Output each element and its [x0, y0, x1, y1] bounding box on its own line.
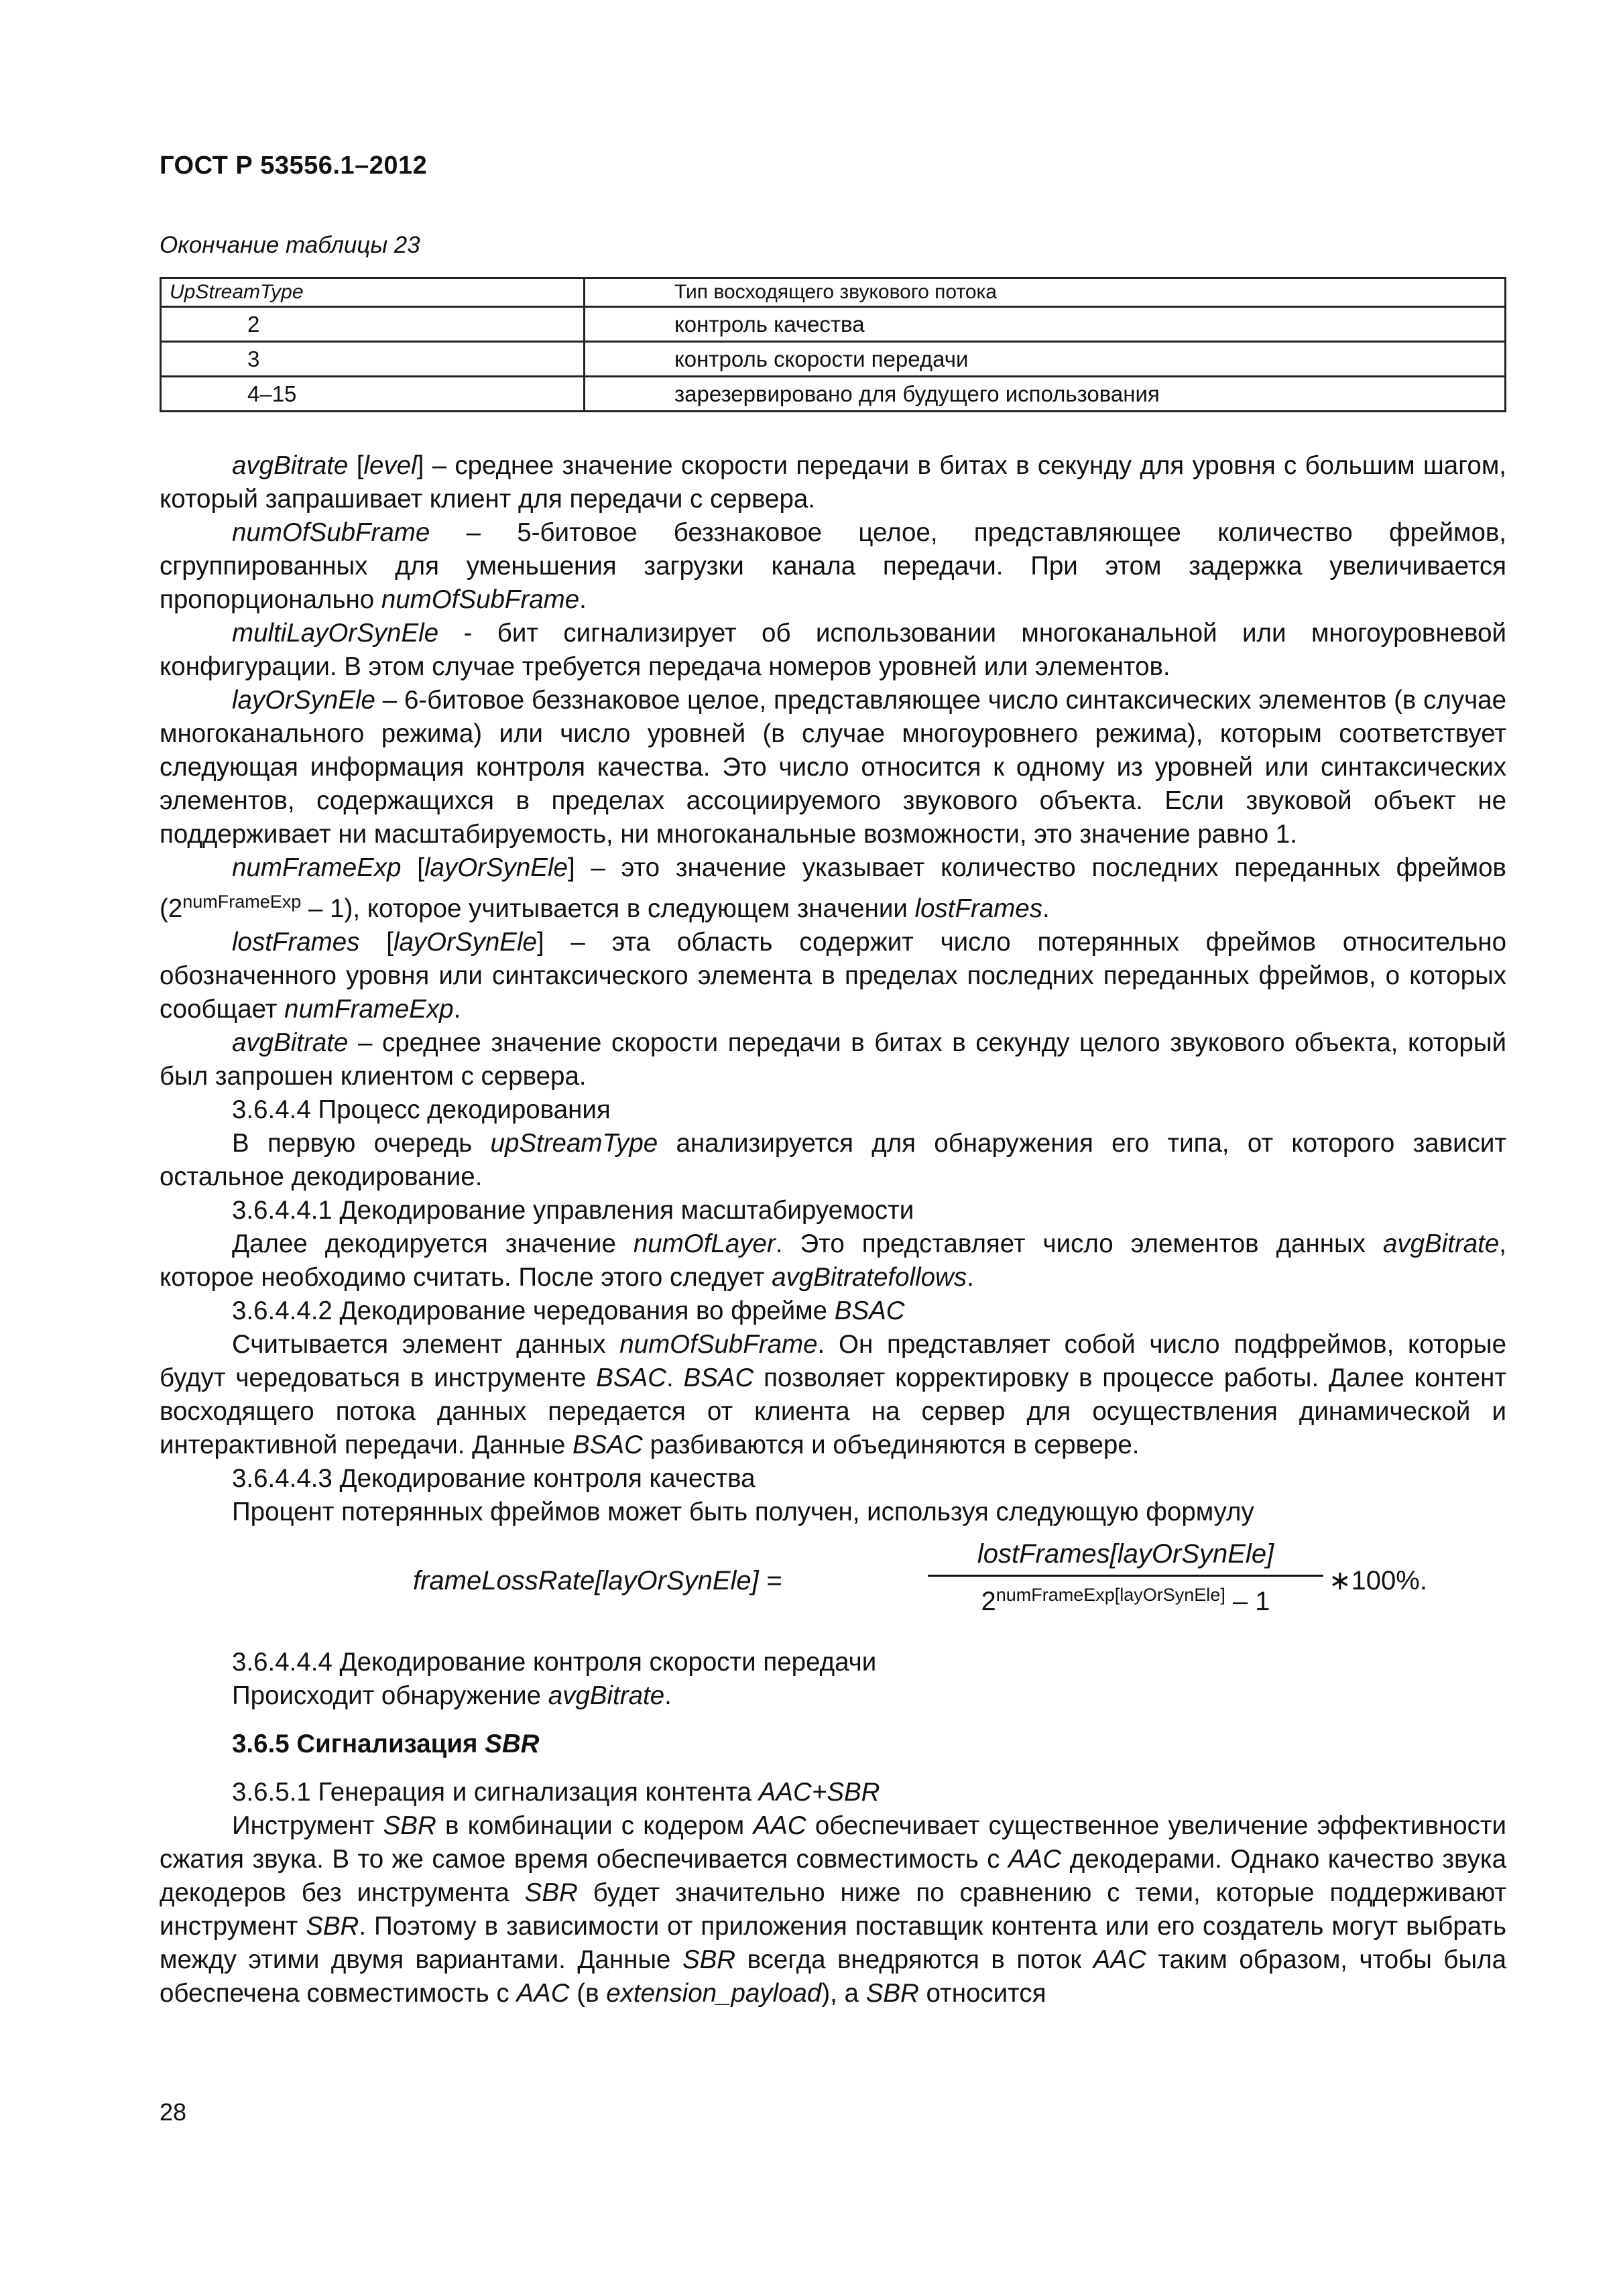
- paragraph-numofsubframe: numOfSubFrame – 5-битовое беззнаковое целое, представляющее количество фреймов, сгруппированных для уменьшения загрузки канала передачи. При этом задержка увеличивается пропорционально numOfSubFrame.: [160, 518, 1506, 614]
- table-cell: 4–15: [161, 377, 585, 412]
- paragraph-lostframes: lostFrames [layOrSynEle] – эта область содержит число потерянных фреймов относительно обозначенного уровня или синтаксического элемента в пределах последних переданных фреймов, о которых сообщает numFrameExp.: [160, 927, 1506, 1024]
- doc-header: ГОСТ Р 53556.1–2012: [160, 152, 428, 180]
- section-3-6-4-4-4: 3.6.4.4.4 Декодирование контроля скорости передачи: [232, 1647, 877, 1677]
- section-3-6-4-4-2: 3.6.4.4.2 Декодирование чередования во фрейме BSAC: [232, 1296, 905, 1325]
- table-caption: Окончание таблицы 23: [160, 232, 420, 258]
- paragraph-multilayorsynele: multiLayOrSynEle - бит сигнализирует об использовании многоканальной или многоуровневой конфигурации. В этом случае требуется передача номеров уровней или элементов.: [160, 619, 1506, 681]
- table-header-row: [161, 278, 1506, 307]
- section-3-6-5-1: 3.6.5.1 Генерация и сигнализация контента AAC+SBR: [232, 1777, 880, 1807]
- table-23: [160, 277, 1506, 412]
- table-row: [161, 307, 1506, 342]
- table-cell: контроль качества: [585, 307, 1506, 342]
- table-cell: 2: [161, 307, 585, 342]
- formula-rhs: ∗100%.: [1329, 1565, 1427, 1595]
- table-row: [161, 377, 1506, 412]
- frame-loss-formula: [160, 1537, 1506, 1631]
- table-cell: зарезервировано для будущего использования: [585, 377, 1506, 412]
- table-header-cell: UpStreamType: [161, 278, 585, 307]
- table-header-cell: Тип восходящего звукового потока: [585, 278, 1506, 307]
- paragraph-layorsynele: layOrSynEle – 6-битовое беззнаковое целое, представляющее число синтаксических элементов (в случае многоканального режима) или число уровней (в случае многоуровнего режима), которым соответствует следующая информация контроля качества. Это число относится к одному из уровней или синтаксических элементов, содержащихся в пределах ассоциируемого звукового объекта. Если звуковой объект не поддерживает ни масштабируемость, ни многоканальные возможности, это значение равно 1.: [160, 686, 1506, 849]
- body-text: [160, 449, 1506, 2010]
- page-number: 28: [160, 2098, 187, 2126]
- paragraph-avgbitrate-detect: Происходит обнаружение avgBitrate.: [232, 1681, 672, 1710]
- section-3-6-4-4-3: 3.6.4.4.3 Декодирование контроля качества: [232, 1463, 756, 1493]
- paragraph-sbr-tool: Инструмент SBR в комбинации с кодером AAC обеспечивает существенное увеличение эффективности сжатия звука. В то же самое время обеспечивается совместимость с AAC декодерами. Однако качество звука декодеров без инструмента SBR будет значительно ниже по сравнению с теми, которые поддерживают инструмент SBR. Поэтому в зависимости от приложения поставщик контента или его создатель могут выбрать между этими двумя вариантами. Данные SBR всегда внедряются в поток AAC таким образом, чтобы была обеспечена совместимость с AAC (в extension_payload), а SBR относится: [160, 1811, 1507, 2008]
- paragraph-formula-intro: Процент потерянных фреймов может быть получен, используя следующую формулу: [232, 1497, 1254, 1526]
- paragraph-bsac: Считывается элемент данных numOfSubFrame. Он представляет собой число подфреймов, которые будут чередоваться в инструменте BSAC. BSAC позволяет корректировку в процессе работы. Далее контент восходящего потока данных передается от клиента на сервер для осуществления динамической и интерактивной передачи. Данные BSAC разбиваются и объединяются в сервере.: [160, 1329, 1507, 1459]
- formula-denominator: $2^{numFrameExp[layOrSynEle]} - 1$: [981, 1584, 1270, 1616]
- section-heading-3-6-5: 3.6.5 Сигнализация SBR: [232, 1729, 540, 1758]
- paragraph-avgbitrate-object: avgBitrate – среднее значение скорости передачи в битах в секунду целого звукового объекта, который был запрошен клиентом с сервера.: [160, 1028, 1506, 1091]
- table-cell: 3: [161, 342, 585, 377]
- section-3-6-4-4: 3.6.4.4 Процесс декодирования: [232, 1095, 611, 1124]
- formula-fraction: [928, 1537, 1323, 1618]
- paragraph-upstreamtype: В первую очередь upStreamType анализируется для обнаружения его типа, от которого зависит остальное декодирование.: [160, 1128, 1506, 1191]
- paragraph-numframeexp: numFrameExp [layOrSynEle] – это значение указывает количество последних переданных фреймов $(2^{numFrameExp} - 1)$, которое учитывается в следующем значении lostFrames.: [160, 853, 1506, 923]
- table-cell: контроль скорости передачи: [585, 342, 1506, 377]
- paragraph-avgbitrate-level: avgBitrate [level] – среднее значение скорости передачи в битах в секунду для уровня с большим шагом, который запрашивает клиент для передачи с сервера.: [160, 451, 1506, 513]
- section-3-6-4-4-1: 3.6.4.4.1 Декодирование управления масштабируемости: [232, 1195, 914, 1225]
- paragraph-numoflayer: Далее декодируется значение numOfLayer. Это представляет число элементов данных avgBitrate, которое необходимо считать. После этого следует avgBitratefollows.: [160, 1229, 1506, 1292]
- formula-numerator: lostFrames[layOrSynEle]: [977, 1538, 1274, 1569]
- table-row: [161, 342, 1506, 377]
- formula-lhs: frameLossRate[layOrSynEle] =: [413, 1565, 782, 1595]
